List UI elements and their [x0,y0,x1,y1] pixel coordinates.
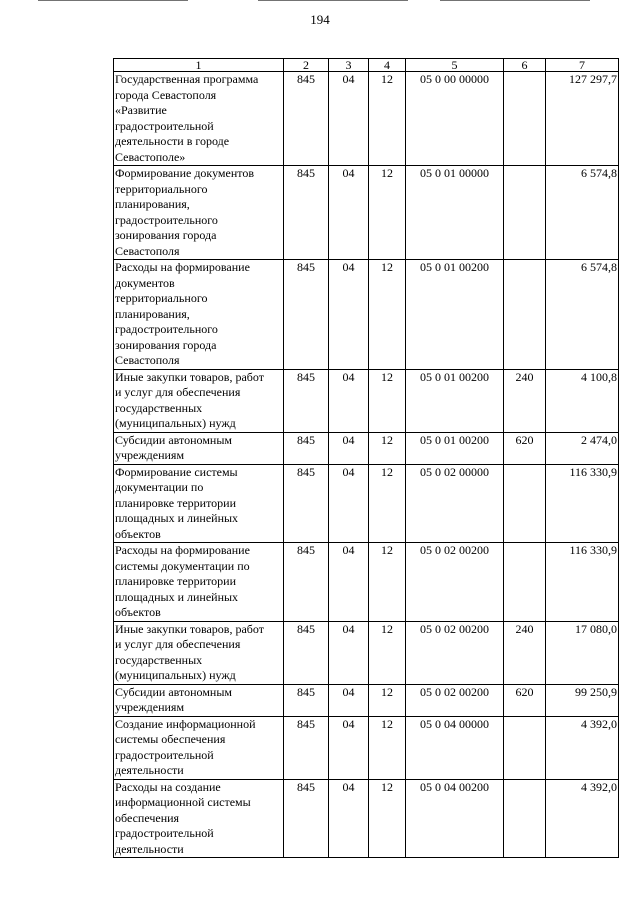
amount: 4 392,0 [546,716,619,779]
expense-name: Иные закупки товаров, работ и услуг для обеспечения государственных (муниципальных) нужд [114,369,284,432]
subsection-code: 12 [369,166,406,260]
amount: 116 330,9 [546,464,619,543]
target-item-code: 05 0 04 00000 [406,716,504,779]
section-code: 04 [329,684,369,716]
column-header-6: 6 [504,59,546,72]
department-code: 845 [284,779,329,858]
expense-type-code [504,716,546,779]
amount: 4 392,0 [546,779,619,858]
table-body [114,72,619,858]
expense-type-code [504,72,546,166]
subsection-code: 12 [369,260,406,370]
expense-type-code [504,779,546,858]
budget-table [113,58,619,858]
table-row [114,684,619,716]
amount: 2 474,0 [546,432,619,464]
section-code: 04 [329,260,369,370]
expense-name: Субсидии автономным учреждениям [114,684,284,716]
column-header-7: 7 [546,59,619,72]
subsection-code: 12 [369,716,406,779]
section-code: 04 [329,464,369,543]
subsection-code: 12 [369,684,406,716]
table-header-row [114,59,619,72]
expense-name: Создание информационной системы обеспечения градостроительной деятельности [114,716,284,779]
section-code: 04 [329,72,369,166]
expense-type-code [504,260,546,370]
department-code: 845 [284,464,329,543]
table-row [114,464,619,543]
subsection-code: 12 [369,621,406,684]
section-code: 04 [329,432,369,464]
subsection-code: 12 [369,779,406,858]
amount: 6 574,8 [546,166,619,260]
table-row [114,779,619,858]
table-row [114,166,619,260]
column-header-4: 4 [369,59,406,72]
table-row [114,260,619,370]
subsection-code: 12 [369,72,406,166]
table-row [114,432,619,464]
subsection-code: 12 [369,432,406,464]
column-header-2: 2 [284,59,329,72]
expense-type-code [504,543,546,622]
section-code: 04 [329,543,369,622]
expense-name: Субсидии автономным учреждениям [114,432,284,464]
department-code: 845 [284,684,329,716]
section-code: 04 [329,166,369,260]
target-item-code: 05 0 02 00000 [406,464,504,543]
target-item-code: 05 0 01 00200 [406,260,504,370]
table-row [114,543,619,622]
table-row [114,621,619,684]
amount: 4 100,8 [546,369,619,432]
section-code: 04 [329,716,369,779]
column-header-5: 5 [406,59,504,72]
subsection-code: 12 [369,369,406,432]
amount: 6 574,8 [546,260,619,370]
section-code: 04 [329,779,369,858]
expense-type-code: 240 [504,621,546,684]
top-scan-rule [440,0,590,1]
table-row [114,716,619,779]
expense-name: Государственная программа города Севастополя «Развитие градостроительной деятельности в городе Севастополе» [114,72,284,166]
target-item-code: 05 0 02 00200 [406,684,504,716]
target-item-code: 05 0 02 00200 [406,543,504,622]
target-item-code: 05 0 02 00200 [406,621,504,684]
department-code: 845 [284,543,329,622]
table-row [114,369,619,432]
target-item-code: 05 0 04 00200 [406,779,504,858]
department-code: 845 [284,72,329,166]
department-code: 845 [284,432,329,464]
top-scan-rule [258,0,408,1]
subsection-code: 12 [369,543,406,622]
section-code: 04 [329,621,369,684]
page-number: 194 [310,12,330,27]
department-code: 845 [284,716,329,779]
department-code: 845 [284,621,329,684]
amount: 116 330,9 [546,543,619,622]
subsection-code: 12 [369,464,406,543]
expense-name: Расходы на формирование документов территориального планирования, градостроительного зонирования города Севастополя [114,260,284,370]
expense-name: Расходы на создание информационной системы обеспечения градостроительной деятельности [114,779,284,858]
amount: 17 080,0 [546,621,619,684]
expense-name: Расходы на формирование системы документации по планировке территории площадных и линейных объектов [114,543,284,622]
expense-name: Иные закупки товаров, работ и услуг для обеспечения государственных (муниципальных) нужд [114,621,284,684]
department-code: 845 [284,369,329,432]
column-header-1: 1 [114,59,284,72]
expense-name: Формирование документов территориального планирования, градостроительного зонирования города Севастополя [114,166,284,260]
expense-type-code: 620 [504,432,546,464]
target-item-code: 05 0 00 00000 [406,72,504,166]
amount: 127 297,7 [546,72,619,166]
expense-type-code: 240 [504,369,546,432]
department-code: 845 [284,260,329,370]
target-item-code: 05 0 01 00200 [406,369,504,432]
expense-type-code: 620 [504,684,546,716]
target-item-code: 05 0 01 00200 [406,432,504,464]
target-item-code: 05 0 01 00000 [406,166,504,260]
table-row [114,72,619,166]
expense-name: Формирование системы документации по планировке территории площадных и линейных объектов [114,464,284,543]
column-header-3: 3 [329,59,369,72]
department-code: 845 [284,166,329,260]
expense-type-code [504,166,546,260]
section-code: 04 [329,369,369,432]
amount: 99 250,9 [546,684,619,716]
expense-type-code [504,464,546,543]
top-scan-rule [38,0,188,1]
